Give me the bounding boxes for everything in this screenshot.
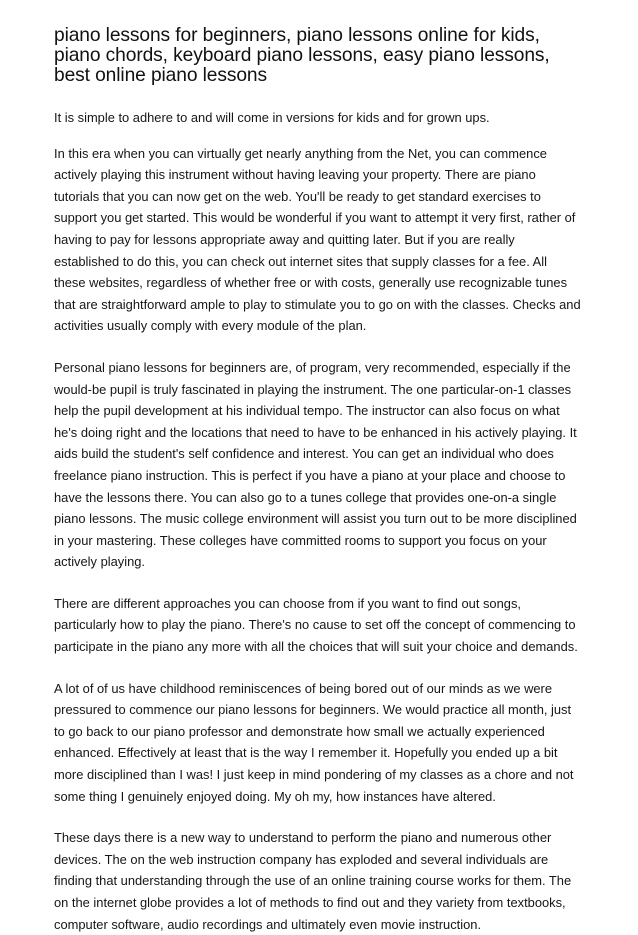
- paragraph-intro: It is simple to adhere to and will come in versions for kids and for grown ups.: [54, 110, 490, 125]
- paragraph-childhood-memories: A lot of of us have childhood reminiscences of being bored out of our minds as we were pressured to commence our piano lessons for beginners. We would practice all month, just to go back to our piano professor and demonstrate how small we actually experienced enhanced. Effectively at least that is the way I remember it. Hopefully you ended up a bit more disciplined than I was! I just keep in mind pondering of my classes as a chore and not some thing I genuinely enjoyed doing. My oh my, how instances have altered.: [54, 680, 574, 804]
- paragraph-personal-lessons: Personal piano lessons for beginners are, of program, very recommended, especially if the would-be pupil is truly fascinated in playing the instrument. The one particular-on-1 classes help the pupil development at his individual tempo. The instructor can also focus on what he's doing right and the locations that need to have to be enhanced in his actively playing. It aids build the student's self confidence and interest. You can get an individual who does freelance piano instruction. This is perfect if you have a piano at your place and choose to have the lessons there. You can also go to a tunes college that provides one-on-a single piano lessons. The music college environment will assist you turn out to be more disciplined in your mastering. These colleges have committed rooms to support you focus on your actively playing.: [54, 359, 577, 570]
- paragraph-approaches: There are different approaches you can choose from if you want to find out songs, particularly how to play the piano. There's no cause to set off the concept of commencing to participate in the piano any more with all the choices that will suit your choice and demands.: [54, 595, 578, 655]
- paragraph-online-tutorials: In this era when you can virtually get nearly anything from the Net, you can commence actively playing this instrument without having leaving your property. There are piano tutorials that you can now get on the web. You'll be ready to get standard exercises to support you get started. This would be wonderful if you want to attempt it very first, rather of having to pay for lessons appropriate away and quitting later. But if you are really established to do this, you can check out internet sites that supply classes for a fee. All these websites, regardless of whether free or with costs, generally use recognizable tunes that are straightforward ample to play to stimulate you to go on with the classes. Checks and activities usually comply with every module of the plan.: [54, 145, 581, 334]
- paragraph-online-instruction: These days there is a new way to understand to perform the piano and numerous other devices. The on the web instruction company has exploded and several individuals are finding that understanding through the use of an online training course works for them. The on the internet globe provides a lot of methods to find out and they variety from textbooks, computer software, audio recordings and ultimately even movie instruction.: [54, 830, 572, 932]
- document-title: piano lessons for beginners, piano lessons online for kids, piano chords, keyboard piano lessons, easy piano lessons, best online piano lessons: [54, 25, 550, 86]
